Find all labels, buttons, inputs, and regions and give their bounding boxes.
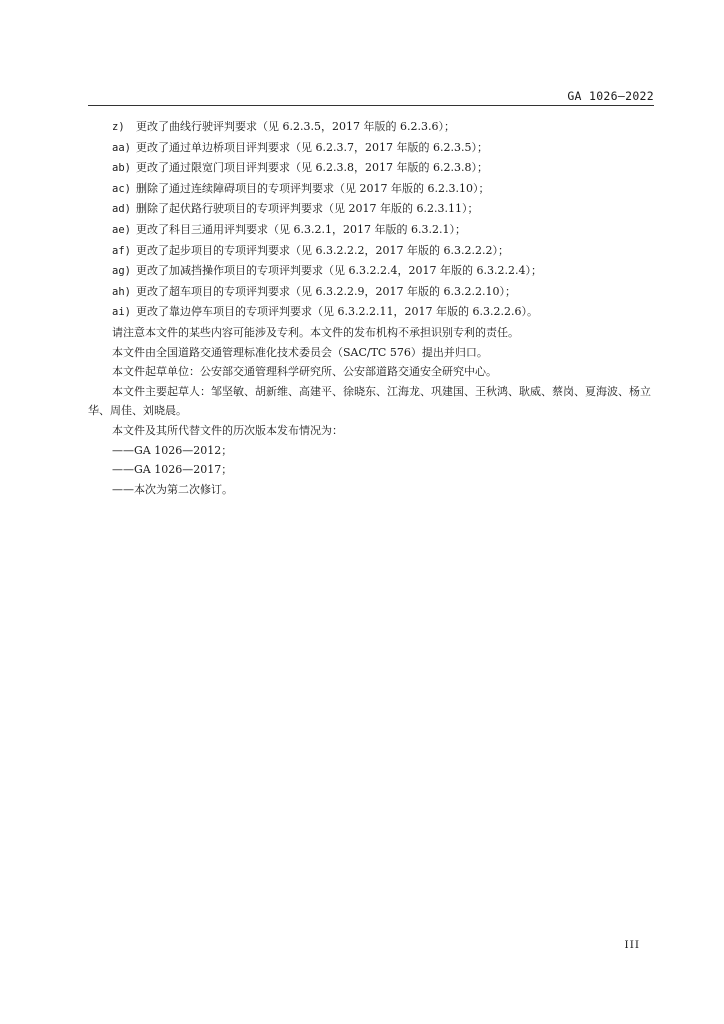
item-mark: ah) — [112, 285, 131, 298]
history-entry: ——本次为第二次修订。 — [112, 482, 233, 496]
change-item — [88, 220, 654, 241]
item-text: 更改了加减挡操作项目的专项评判要求（见 6.3.2.2.4，2017 年版的 6.3.2.2.4）； — [136, 264, 542, 278]
change-item — [88, 261, 654, 282]
history-entry: ——GA 1026—2017； — [112, 463, 233, 477]
item-text: 删除了通过连续障碍项目的专项评判要求（见 2017 年版的 6.2.3.10）； — [136, 181, 490, 195]
item-mark: ac) — [112, 182, 131, 195]
change-item — [88, 117, 654, 138]
item-mark: ad) — [112, 203, 131, 216]
item-text: 删除了起伏路行驶项目的专项评判要求（见 2017 年版的 6.2.3.11）； — [136, 202, 479, 216]
item-mark: ai) — [112, 306, 131, 319]
drafting-units: 本文件起草单位：公安部交通管理科学研究所、公安部道路交通安全研究中心。 — [112, 365, 497, 379]
item-text: 更改了起步项目的专项评判要求（见 6.3.2.2.2，2017 年版的 6.3.2.2.2）； — [136, 243, 509, 257]
item-mark: z) — [112, 121, 125, 133]
change-item — [88, 179, 654, 200]
proposed-by: 本文件由全国道路交通管理标准化技术委员会（SAC/TC 576）提出并归口。 — [112, 345, 488, 359]
change-item — [88, 241, 654, 262]
item-mark: af) — [112, 244, 131, 257]
item-mark: ae) — [112, 223, 131, 236]
patent-notice: 请注意本文件的某些内容可能涉及专利。本文件的发布机构不承担识别专利的责任。 — [112, 325, 519, 339]
item-text: 更改了超车项目的专项评判要求（见 6.3.2.2.9，2017 年版的 6.3.2.2.10）； — [136, 284, 516, 298]
item-mark: ag) — [112, 265, 131, 278]
item-text: 更改了曲线行驶评判要求（见 6.2.3.5，2017 年版的 6.2.3.6）； — [136, 120, 455, 133]
item-text: 更改了通过单边桥项目评判要求（见 6.2.3.7，2017 年版的 6.2.3.5）； — [136, 140, 488, 154]
history-intro: 本文件及其所代替文件的历次版本发布情况为： — [112, 423, 343, 437]
change-item — [88, 138, 654, 159]
header-rule — [88, 105, 654, 106]
item-mark: aa) — [112, 141, 131, 154]
item-text: 更改了科目三通用评判要求（见 6.3.2.1，2017 年版的 6.3.2.1）； — [136, 222, 466, 236]
change-item — [88, 199, 654, 220]
standard-code: GA 1026—2022 — [567, 89, 654, 103]
drafters: 本文件主要起草人：邹坚敏、胡新维、高建平、徐晓东、江海龙、巩建国、王秋鸿、耿威、蔡岗、夏海波、杨立华、周佳、刘晓晨。 — [88, 384, 651, 418]
item-mark: ab) — [112, 162, 131, 175]
item-text: 更改了通过限宽门项目评判要求（见 6.2.3.8，2017 年版的 6.2.3.8）； — [136, 161, 488, 175]
foreword-content — [88, 117, 654, 499]
change-item — [88, 158, 654, 179]
change-item — [88, 302, 654, 323]
history-entry: ——GA 1026—2012； — [112, 443, 233, 457]
change-item — [88, 282, 654, 303]
item-text: 更改了靠边停车项目的专项评判要求（见 6.3.2.2.11，2017 年版的 6.3.2.2.6）。 — [136, 305, 538, 319]
page-number: III — [624, 939, 640, 951]
